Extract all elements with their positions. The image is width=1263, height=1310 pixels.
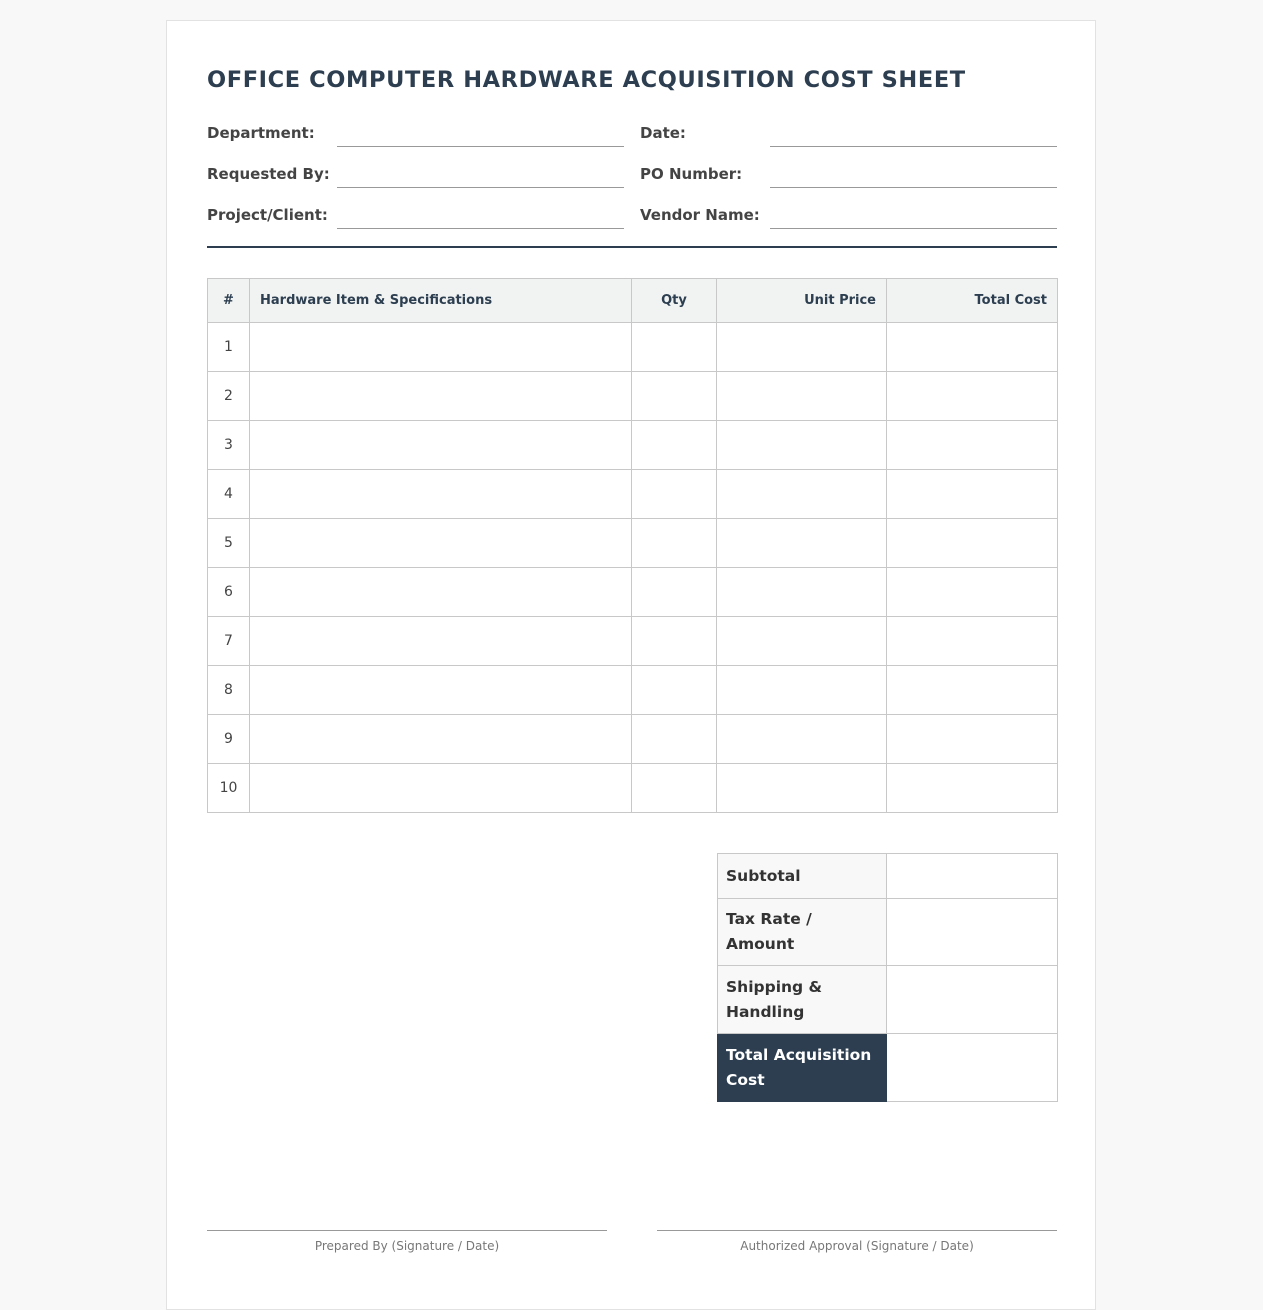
item-cell[interactable] xyxy=(250,617,632,666)
table-row xyxy=(208,519,1058,568)
unit-price-cell[interactable] xyxy=(717,617,887,666)
row-number: 8 xyxy=(208,666,250,715)
shipping-value-cell[interactable] xyxy=(887,966,1058,1034)
qty-cell[interactable] xyxy=(632,715,717,764)
column-header-total-cost: Total Cost xyxy=(887,279,1058,323)
item-cell[interactable] xyxy=(250,323,632,372)
total-cost-cell[interactable] xyxy=(887,617,1058,666)
grand-total-value-cell[interactable] xyxy=(887,1034,1058,1102)
table-row xyxy=(208,470,1058,519)
column-header-number: # xyxy=(208,279,250,323)
page-title: OFFICE COMPUTER HARDWARE ACQUISITION COST SHEET xyxy=(207,67,966,93)
column-header-unit-price: Unit Price xyxy=(717,279,887,323)
item-cell[interactable] xyxy=(250,666,632,715)
prepared-by-signature[interactable]: Prepared By (Signature / Date) xyxy=(207,1230,607,1253)
table-row xyxy=(208,568,1058,617)
subtotal-row xyxy=(718,854,1058,899)
total-cost-cell[interactable] xyxy=(887,568,1058,617)
authorized-approval-signature[interactable]: Authorized Approval (Signature / Date) xyxy=(657,1230,1057,1253)
qty-cell[interactable] xyxy=(632,764,717,813)
qty-cell[interactable] xyxy=(632,666,717,715)
vendor-name-label: Vendor Name: xyxy=(640,206,760,224)
item-cell[interactable] xyxy=(250,568,632,617)
unit-price-cell[interactable] xyxy=(717,323,887,372)
item-cell[interactable] xyxy=(250,715,632,764)
row-number: 6 xyxy=(208,568,250,617)
item-cell[interactable] xyxy=(250,764,632,813)
row-number: 4 xyxy=(208,470,250,519)
meta-row-1 xyxy=(207,124,1057,152)
column-header-qty: Qty xyxy=(632,279,717,323)
table-row xyxy=(208,323,1058,372)
shipping-row xyxy=(718,966,1058,1034)
tax-row xyxy=(718,899,1058,966)
table-row xyxy=(208,372,1058,421)
item-cell[interactable] xyxy=(250,470,632,519)
total-cost-cell[interactable] xyxy=(887,715,1058,764)
item-cell[interactable] xyxy=(250,519,632,568)
row-number: 9 xyxy=(208,715,250,764)
unit-price-cell[interactable] xyxy=(717,568,887,617)
vendor-name-field[interactable] xyxy=(770,228,1057,229)
table-header-row xyxy=(208,279,1058,323)
requested-by-field[interactable] xyxy=(337,187,624,188)
project-client-label: Project/Client: xyxy=(207,206,328,224)
table-row xyxy=(208,617,1058,666)
shipping-label: Shipping & Handling xyxy=(718,966,887,1034)
po-number-field[interactable] xyxy=(770,187,1057,188)
totals-table xyxy=(717,853,1058,1102)
row-number: 2 xyxy=(208,372,250,421)
hardware-items-table xyxy=(207,278,1058,813)
total-cost-cell[interactable] xyxy=(887,666,1058,715)
total-cost-cell[interactable] xyxy=(887,519,1058,568)
unit-price-cell[interactable] xyxy=(717,519,887,568)
row-number: 10 xyxy=(208,764,250,813)
department-field[interactable] xyxy=(337,146,624,147)
project-client-field[interactable] xyxy=(337,228,624,229)
unit-price-cell[interactable] xyxy=(717,372,887,421)
unit-price-cell[interactable] xyxy=(717,470,887,519)
po-number-label: PO Number: xyxy=(640,165,743,183)
total-cost-cell[interactable] xyxy=(887,421,1058,470)
table-row xyxy=(208,715,1058,764)
meta-row-2 xyxy=(207,165,1057,193)
header-divider xyxy=(207,246,1057,248)
requested-by-label: Requested By: xyxy=(207,165,330,183)
date-label: Date: xyxy=(640,124,686,142)
qty-cell[interactable] xyxy=(632,617,717,666)
unit-price-cell[interactable] xyxy=(717,764,887,813)
row-number: 7 xyxy=(208,617,250,666)
row-number: 3 xyxy=(208,421,250,470)
total-cost-cell[interactable] xyxy=(887,372,1058,421)
total-cost-cell[interactable] xyxy=(887,470,1058,519)
total-cost-cell[interactable] xyxy=(887,323,1058,372)
item-cell[interactable] xyxy=(250,421,632,470)
table-row xyxy=(208,666,1058,715)
cost-sheet-page xyxy=(166,20,1096,1310)
column-header-item: Hardware Item & Specifications xyxy=(250,279,632,323)
grand-total-label: Total Acquisition Cost xyxy=(718,1034,887,1102)
row-number: 5 xyxy=(208,519,250,568)
table-body xyxy=(208,323,1058,813)
unit-price-cell[interactable] xyxy=(717,715,887,764)
grand-total-row xyxy=(718,1034,1058,1102)
total-cost-cell[interactable] xyxy=(887,764,1058,813)
item-cell[interactable] xyxy=(250,372,632,421)
qty-cell[interactable] xyxy=(632,372,717,421)
qty-cell[interactable] xyxy=(632,470,717,519)
subtotal-label: Subtotal xyxy=(718,854,887,899)
table-row xyxy=(208,764,1058,813)
date-field[interactable] xyxy=(770,146,1057,147)
tax-label: Tax Rate / Amount xyxy=(718,899,887,966)
department-label: Department: xyxy=(207,124,315,142)
qty-cell[interactable] xyxy=(632,421,717,470)
qty-cell[interactable] xyxy=(632,519,717,568)
tax-value-cell[interactable] xyxy=(887,899,1058,966)
row-number: 1 xyxy=(208,323,250,372)
meta-row-3 xyxy=(207,206,1057,234)
table-row xyxy=(208,421,1058,470)
subtotal-value-cell[interactable] xyxy=(887,854,1058,899)
qty-cell[interactable] xyxy=(632,568,717,617)
qty-cell[interactable] xyxy=(632,323,717,372)
unit-price-cell[interactable] xyxy=(717,666,887,715)
unit-price-cell[interactable] xyxy=(717,421,887,470)
